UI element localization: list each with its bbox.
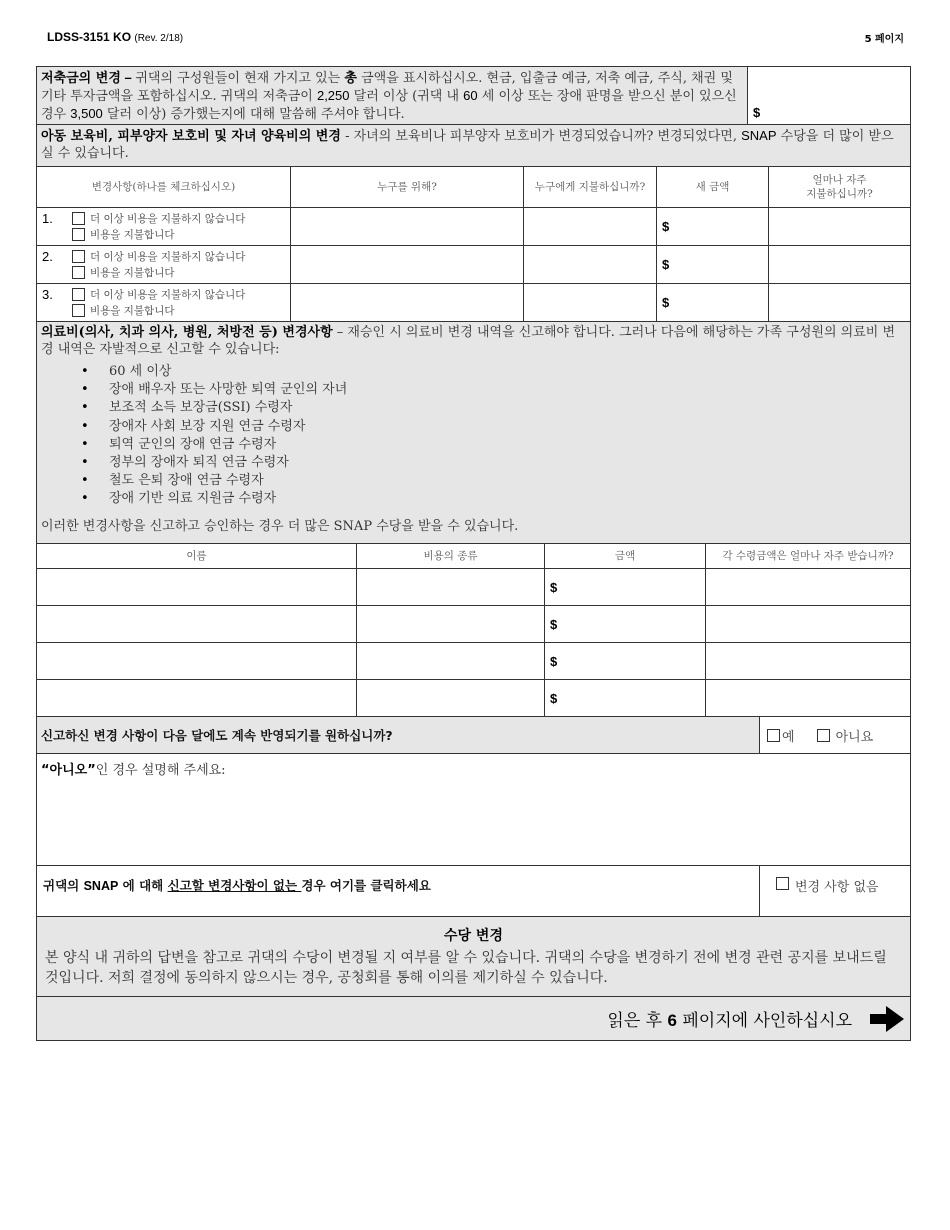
expense-type-field[interactable] [357, 569, 545, 605]
row-number: 3. [42, 287, 53, 302]
yes-label: 예 [782, 729, 795, 745]
text: 귀댁의 [43, 878, 84, 893]
text: - 자녀의 보육비나 피부양자 보호비가 변경되었습니까? 변경되었다면, [340, 129, 742, 144]
table-row [37, 569, 910, 606]
how-often-field[interactable] [769, 208, 910, 245]
form-number: LDSS-3151 KO [47, 30, 132, 44]
table-row [37, 680, 910, 717]
checkbox-stop-paying[interactable] [72, 248, 245, 264]
change-cell [37, 246, 291, 283]
change-cell [37, 284, 291, 321]
dollar-sign: $ [550, 690, 558, 706]
childcare-section [37, 125, 910, 167]
snap-label: SNAP [741, 128, 777, 143]
pay-to-field[interactable] [524, 208, 657, 245]
new-amount-field[interactable] [657, 284, 769, 321]
list-item: • 장애 배우자 또는 사망한 퇴역 군인의 자녀 [81, 381, 906, 399]
for-whom-field[interactable] [291, 208, 524, 245]
col-pay-to: 누구에게 지불하십니까? [524, 167, 657, 207]
dollar-sign: $ [550, 616, 558, 632]
continue-options [760, 717, 910, 753]
list-item: • 장애 기반 의료 지원금 수령자 [81, 490, 906, 508]
col-for-whom: 누구를 위해? [291, 167, 524, 207]
frequency-field[interactable] [706, 643, 910, 679]
list-item: • 정부의 장애자 퇴직 연금 수령자 [81, 454, 906, 472]
continue-question-row [37, 717, 910, 754]
frequency-field[interactable] [706, 606, 910, 642]
amount-field[interactable] [545, 569, 706, 605]
dollar-sign: $ [662, 219, 670, 234]
form-revision: (Rev. 2/18) [134, 33, 184, 44]
checkbox[interactable] [72, 250, 85, 263]
col-name: 이름 [37, 544, 357, 568]
dash: – [120, 70, 136, 85]
checkbox[interactable] [776, 877, 789, 890]
no-changes-prompt [37, 866, 760, 916]
col-amount: 금액 [545, 544, 706, 568]
row-number: 1. [42, 211, 53, 226]
checkbox[interactable] [72, 304, 85, 317]
checkbox[interactable] [817, 729, 830, 742]
option-label: 비용을 지불합니다 [90, 266, 175, 279]
text: 귀댁의 구성원들이 현재 가지고 있는 [135, 71, 345, 86]
col-frequency: 각 수령금액은 얼마나 자주 받습니까? [722, 550, 894, 562]
text: 수당을 더 많이 받으실 수 있습니다. [41, 129, 894, 161]
table-row [37, 606, 910, 643]
col-how-often [769, 167, 910, 207]
list-item: • 철도 은퇴 장애 연금 수령자 [81, 472, 906, 490]
list-item: • 60 세 이상 [81, 363, 906, 381]
continue-question: 신고하신 변경 사항이 다음 달에도 계속 반영되기를 원하십니까? [37, 717, 760, 753]
option-label: 더 이상 비용을 지불하지 않습니다 [90, 288, 246, 301]
text: 달러 이상 (귀댁 내 [349, 89, 464, 104]
medical-description [41, 324, 906, 358]
text: 경우 여기를 클릭하세요 [301, 878, 431, 893]
dollar-sign: $ [753, 105, 761, 120]
age-threshold: 60 [463, 88, 478, 103]
row-number: 2. [42, 249, 53, 264]
text: – 재승인 시 의료비 변경 내역을 신고해야 합니다. 그러나 다음에 해당하는 가족 구성원의 의료비 변경 내역은 자발적으로 신고할 수 있습니다: [41, 325, 896, 357]
checkbox[interactable] [72, 266, 85, 279]
checkbox[interactable] [767, 729, 780, 742]
expense-type-field[interactable] [357, 680, 545, 716]
medical-table-header [37, 544, 910, 569]
new-amount-field[interactable] [657, 208, 769, 245]
text: 페이지에 사인하십시오 [676, 1011, 852, 1031]
bold-total: 총 [344, 71, 357, 86]
sign-text [607, 1006, 852, 1031]
dollar-sign: $ [550, 653, 558, 669]
yes-checkbox[interactable] [767, 726, 795, 745]
table-row [37, 208, 910, 246]
amount-field[interactable] [545, 680, 706, 716]
explain-field[interactable] [37, 754, 910, 866]
underlined-text: 신고할 변경사항이 없는 [167, 878, 302, 893]
dollar-sign: $ [662, 257, 670, 272]
text: 에 대해 [118, 878, 168, 893]
no-changes-row [37, 866, 910, 917]
eligible-list [81, 363, 906, 509]
savings-title: 저축금의 변경 [41, 71, 121, 86]
header-line: 얼마나 자주 [812, 174, 867, 186]
amount-threshold: 2,250 [316, 88, 350, 103]
savings-description [37, 67, 748, 124]
arrow-right-icon [868, 1004, 906, 1034]
benefit-change-body: 본 양식 내 귀하의 답변을 참고로 귀댁의 수당이 변경될 지 여부를 알 수 있습니다. 귀댁의 수당을 변경하기 전에 변경 관련 공지를 보내드릴 것입니다. 저희 결정에 동의하지 않으시는 경우, 공청회를 통해 이의를 제기하실 수 있습니다. [45, 950, 887, 986]
col-change: 변경사항(하나를 체크하십시오) [37, 167, 291, 207]
pay-to-field[interactable] [524, 246, 657, 283]
sign-instruction [37, 997, 910, 1040]
checkbox-paying[interactable] [72, 264, 245, 280]
expense-type-field[interactable] [357, 606, 545, 642]
medical-footer: 이러한 변경사항을 신고하고 승인하는 경우 더 많은 SNAP 수당을 받을 수 있습니다. [41, 518, 519, 534]
savings-section [37, 67, 910, 125]
amount-field[interactable] [545, 606, 706, 642]
no-label: 아니요 [835, 729, 874, 745]
name-field[interactable] [37, 569, 357, 605]
name-field[interactable] [37, 643, 357, 679]
option-label: 더 이상 비용을 지불하지 않습니다 [90, 250, 246, 263]
option-label: 비용을 지불합니다 [90, 304, 175, 317]
amount-threshold-2: 3,500 [70, 106, 103, 121]
new-amount-field[interactable] [657, 246, 769, 283]
table-row [37, 284, 910, 322]
how-often-field[interactable] [769, 246, 910, 283]
snap-label: SNAP [83, 879, 119, 893]
benefit-change-section [37, 917, 910, 997]
text: 달러 이상) 증가했는지에 대해 말씀해 주셔야 합니다. [102, 107, 405, 122]
table-row [37, 643, 910, 680]
change-cell [37, 208, 291, 245]
option-label: 비용을 지불합니다 [90, 228, 175, 241]
savings-amount-field[interactable] [748, 67, 910, 124]
list-item: • 보조적 소득 보장금(SSI) 수령자 [81, 399, 906, 417]
pay-to-field[interactable] [524, 284, 657, 321]
checkbox[interactable] [72, 228, 85, 241]
page-ref: 6 [667, 1011, 677, 1030]
col-expense-type: 비용의 종류 [357, 544, 545, 568]
form-frame [36, 66, 911, 1041]
frequency-field[interactable] [706, 569, 910, 605]
list-item: • 퇴역 군인의 장애 연금 수령자 [81, 436, 906, 454]
medical-section [37, 322, 910, 544]
text: 읽은 후 [607, 1011, 668, 1031]
page-number: 5 페이지 [864, 34, 904, 45]
explain-bold: “아니오” [41, 763, 96, 778]
no-checkbox[interactable] [817, 726, 874, 745]
form-id [47, 30, 183, 44]
childcare-table-header [37, 167, 910, 208]
col-new-amount: 새 금액 [657, 167, 769, 207]
name-field[interactable] [37, 680, 357, 716]
text: 세 이상 또는 장애 판명을 받으신 분이 있으신 경우 [41, 89, 737, 122]
amount-field[interactable] [545, 643, 706, 679]
checkbox-paying[interactable] [72, 302, 245, 318]
for-whom-field[interactable] [291, 246, 524, 283]
dollar-sign: $ [550, 579, 558, 595]
childcare-title: 아동 보육비, 피부양자 보호비 및 자녀 양육비의 변경 [41, 129, 341, 144]
header-line: 지불하십니까? [806, 188, 873, 200]
checkbox-paying[interactable] [72, 226, 245, 242]
checkbox[interactable] [72, 288, 85, 301]
for-whom-field[interactable] [291, 284, 524, 321]
text: 금액을 표시하십시오. 현금, 입출금 예금, 저축 예금, 주식, 채권 및 기타 투자금액을 포함하십시오. 귀댁의 저축금이 [41, 71, 733, 104]
checkbox-stop-paying[interactable] [72, 286, 245, 302]
checkbox-stop-paying[interactable] [72, 210, 245, 226]
option-label: 더 이상 비용을 지불하지 않습니다 [90, 212, 246, 225]
expense-type-field[interactable] [357, 643, 545, 679]
medical-title: 의료비(의사, 치과 의사, 병원, 처방전 등) 변경사항 [41, 325, 333, 340]
no-changes-checkbox[interactable] [760, 866, 910, 916]
checkbox[interactable] [72, 212, 85, 225]
table-row [37, 246, 910, 284]
benefit-change-title: 수당 변경 [444, 928, 503, 944]
frequency-field[interactable] [706, 680, 910, 716]
how-often-field[interactable] [769, 284, 910, 321]
list-item: • 장애자 사회 보장 지원 연금 수령자 [81, 418, 906, 436]
explain-label: 인 경우 설명해 주세요: [95, 763, 226, 778]
name-field[interactable] [37, 606, 357, 642]
no-changes-label: 변경 사항 없음 [795, 880, 879, 895]
dollar-sign: $ [662, 295, 670, 310]
